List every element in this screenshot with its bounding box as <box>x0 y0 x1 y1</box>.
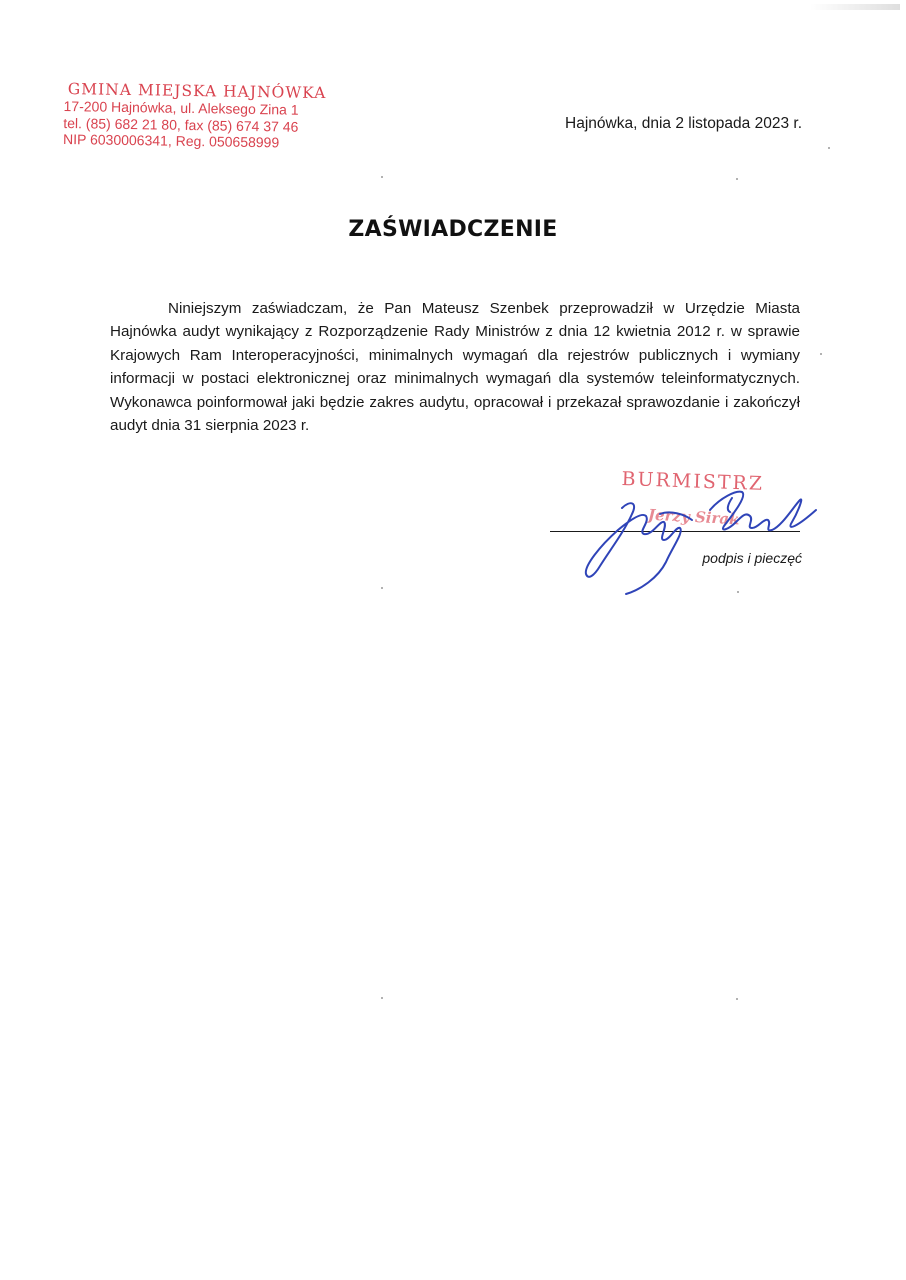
stamp-address: 17-200 Hajnówka, ul. Aleksego Zina 1 <box>63 97 299 118</box>
signature-stamp-name: Jerzy Sirak <box>647 505 740 529</box>
signature-caption: podpis i pieczęć <box>702 550 802 566</box>
stamp-ids: NIP 6030006341, Reg. 050658999 <box>62 130 280 151</box>
scan-dot <box>737 591 739 593</box>
document-title: ZAŚWIADCZENIE <box>348 217 558 242</box>
scan-dot <box>828 147 830 149</box>
scan-dot <box>820 353 822 355</box>
stamp-title: GMINA MIEJSKA HAJNÓWKA <box>67 80 327 103</box>
scan-dot <box>381 997 383 999</box>
scan-dot <box>381 176 383 178</box>
stamp-phone: tel. (85) 682 21 80, fax (85) 674 37 46 <box>63 114 299 135</box>
signature-stamp-title: BURMISTRZ <box>621 468 765 495</box>
document-body: Niniejszym zaświadczam, że Pan Mateusz Szenbek przeprowadził w Urzędzie Miasta Hajnówka audyt wynikający z Rozporządzenie Rady Ministrów z dnia 12 kwietnia 2012 r. w sprawie Krajowych Ram Interoperacyjności, minimalnych wymagań dla rejestrów publicznych i wymiany informacji w postaci elektronicznej oraz minimalnych wymagań dla systemów teleinformatycznych. Wykonawca poinformował jaki będzie zakres audytu, opracował i przekazał sprawozdanie i zakończył audyt dnia 31 sierpnia 2023 r. <box>110 300 800 435</box>
letterhead-stamp <box>62 80 327 151</box>
place-date: Hajnówka, dnia 2 listopada 2023 r. <box>565 115 802 132</box>
scan-dot <box>381 587 383 589</box>
handwritten-signature <box>560 470 830 600</box>
scan-artifact <box>810 4 900 10</box>
scan-dot <box>736 178 738 180</box>
scan-dot <box>736 998 738 1000</box>
